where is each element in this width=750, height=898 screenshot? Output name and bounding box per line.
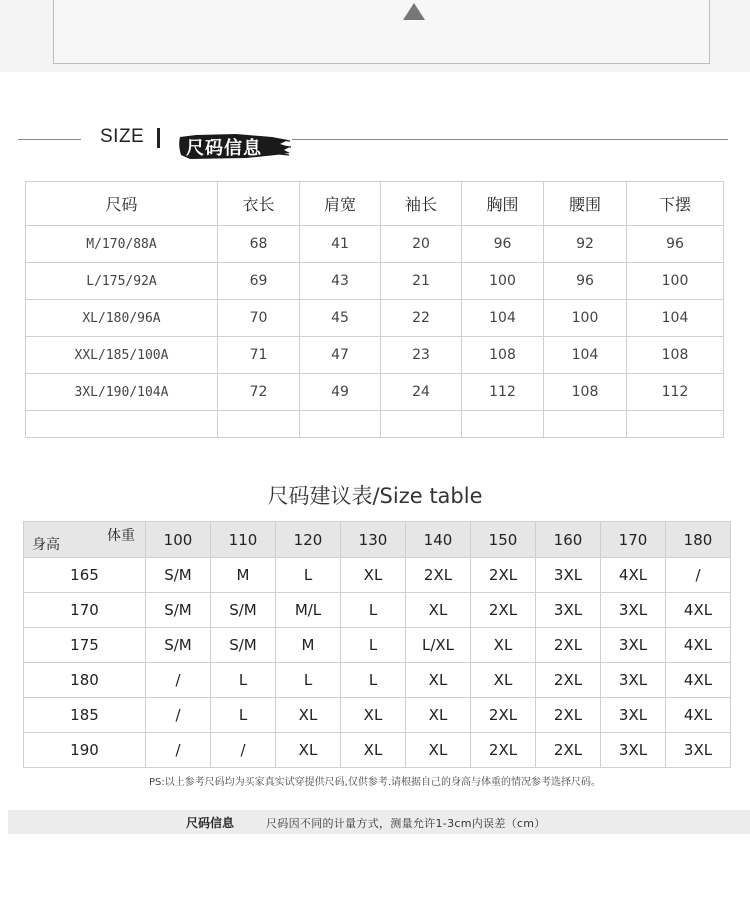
height-cell: 185 [24, 698, 146, 733]
weight-header: 140 [406, 522, 471, 558]
weight-header: 110 [211, 522, 276, 558]
badge-text: 尺码信息 [186, 138, 262, 159]
size-cell: 3XL [601, 698, 666, 733]
triangle-icon [403, 3, 425, 20]
size-recommendation-table [23, 521, 731, 768]
measurement-cell: 68 [218, 226, 300, 263]
info-title: 尺码信息 [186, 816, 235, 830]
size-cell: XL [341, 733, 406, 768]
top-frame [53, 0, 710, 64]
size-cell: S/M [211, 628, 276, 663]
size-cell: 2XL [471, 733, 536, 768]
size-code-cell: 3XL/190/104A [26, 374, 218, 411]
heading-rule-right [292, 139, 728, 140]
table-row [26, 263, 724, 300]
size-cell: XL [406, 698, 471, 733]
size-code-cell: XXL/185/100A [26, 337, 218, 374]
measurement-cell: 104 [462, 300, 544, 337]
measurement-cell: 112 [462, 374, 544, 411]
size-cell: 3XL [666, 733, 731, 768]
measurement-cell: 41 [300, 226, 381, 263]
height-axis-label: 身高 [32, 537, 60, 553]
weight-header: 150 [471, 522, 536, 558]
size-cell: XL [276, 733, 341, 768]
size-cell: / [666, 558, 731, 593]
size-cell: L [276, 663, 341, 698]
measurement-cell: 47 [300, 337, 381, 374]
measurement-cell: 23 [381, 337, 462, 374]
size-cell: / [146, 733, 211, 768]
size-cell: S/M [146, 628, 211, 663]
size-cell: XL [341, 558, 406, 593]
height-cell: 180 [24, 663, 146, 698]
table-row [24, 558, 731, 593]
measurement-cell: 21 [381, 263, 462, 300]
measurement-cell: 108 [462, 337, 544, 374]
size-code-cell: M/170/88A [26, 226, 218, 263]
size-cell: S/M [146, 593, 211, 628]
size-cell: 2XL [536, 628, 601, 663]
size-cell: L [276, 558, 341, 593]
size-cell: 3XL [601, 593, 666, 628]
weight-header: 120 [276, 522, 341, 558]
measurement-cell [462, 411, 544, 438]
measurement-cell: 43 [300, 263, 381, 300]
size-cell: 2XL [536, 663, 601, 698]
weight-header: 130 [341, 522, 406, 558]
heading-divider [157, 128, 160, 148]
table-header-row [24, 522, 731, 558]
table-row [26, 300, 724, 337]
measurement-cell: 92 [544, 226, 627, 263]
ps-note: PS:以上参考尺码均为买家真实试穿提供尺码,仅供参考.请根据自己的身高与体重的情况参考选择尺码。 [148, 777, 602, 788]
size-cell: 2XL [471, 593, 536, 628]
measurement-cell [544, 411, 627, 438]
table-row [24, 593, 731, 628]
size-cell: M/L [276, 593, 341, 628]
size-cell: 2XL [536, 733, 601, 768]
column-header: 下摆 [627, 182, 724, 226]
size-cell: 3XL [601, 628, 666, 663]
measurement-cell: 69 [218, 263, 300, 300]
size-cell: XL [406, 593, 471, 628]
size-cell: 3XL [601, 733, 666, 768]
size-cell: L [341, 628, 406, 663]
measurement-cell: 72 [218, 374, 300, 411]
measurement-cell: 49 [300, 374, 381, 411]
size-cell: L [341, 663, 406, 698]
measurement-cell: 22 [381, 300, 462, 337]
column-header: 腰围 [544, 182, 627, 226]
measurement-cell: 100 [462, 263, 544, 300]
measurement-cell: 100 [627, 263, 724, 300]
size-code-cell [26, 411, 218, 438]
height-cell: 165 [24, 558, 146, 593]
measurement-cell: 70 [218, 300, 300, 337]
measurement-cell [381, 411, 462, 438]
table-row [24, 698, 731, 733]
size-cell: 4XL [666, 698, 731, 733]
measurement-cell: 108 [627, 337, 724, 374]
measurement-cell: 20 [381, 226, 462, 263]
measurement-cell [218, 411, 300, 438]
measurement-table [25, 181, 724, 438]
table-row [24, 628, 731, 663]
size-cell: L [211, 698, 276, 733]
size-cell: XL [341, 698, 406, 733]
size-code-cell: XL/180/96A [26, 300, 218, 337]
height-cell: 170 [24, 593, 146, 628]
size-cell: S/M [146, 558, 211, 593]
size-cell: 3XL [601, 663, 666, 698]
size-cell: 2XL [536, 698, 601, 733]
weight-header: 160 [536, 522, 601, 558]
column-header: 袖长 [381, 182, 462, 226]
size-table-title: 尺码建议表/Size table [267, 484, 483, 508]
size-cell: L/XL [406, 628, 471, 663]
measurement-cell: 96 [462, 226, 544, 263]
measurement-cell: 45 [300, 300, 381, 337]
size-cell: 2XL [471, 698, 536, 733]
measurement-cell: 71 [218, 337, 300, 374]
table-row [26, 337, 724, 374]
size-cell: L [211, 663, 276, 698]
measurement-cell: 96 [544, 263, 627, 300]
size-cell: XL [471, 628, 536, 663]
size-cell: 4XL [666, 628, 731, 663]
measurement-cell: 108 [544, 374, 627, 411]
size-cell: M [211, 558, 276, 593]
size-cell: L [341, 593, 406, 628]
size-cell: XL [276, 698, 341, 733]
height-cell: 175 [24, 628, 146, 663]
size-cell: / [146, 663, 211, 698]
table-row [24, 733, 731, 768]
table-row [26, 411, 724, 438]
size-cell: 4XL [666, 593, 731, 628]
size-cell: / [211, 733, 276, 768]
info-text: 尺码因不同的计量方式，测量允许1-3cm内误差（cm） [266, 817, 546, 830]
weight-header: 100 [146, 522, 211, 558]
size-cell: / [146, 698, 211, 733]
size-cell: XL [406, 733, 471, 768]
size-code-cell: L/175/92A [26, 263, 218, 300]
measurement-cell: 104 [544, 337, 627, 374]
table-row [26, 226, 724, 263]
size-cell: 4XL [666, 663, 731, 698]
measurement-cell: 104 [627, 300, 724, 337]
size-cell: 4XL [601, 558, 666, 593]
size-cell: XL [406, 663, 471, 698]
weight-axis-label: 体重 [107, 528, 135, 544]
size-heading: SIZE [100, 126, 145, 147]
size-cell: 2XL [406, 558, 471, 593]
measurement-cell: 100 [544, 300, 627, 337]
heading-rule-left [18, 139, 81, 140]
column-header: 衣长 [218, 182, 300, 226]
height-cell: 190 [24, 733, 146, 768]
size-cell: S/M [211, 593, 276, 628]
column-header: 尺码 [26, 182, 218, 226]
table-row [24, 663, 731, 698]
column-header: 肩宽 [300, 182, 381, 226]
weight-header: 170 [601, 522, 666, 558]
size-cell: XL [471, 663, 536, 698]
size-cell: 3XL [536, 558, 601, 593]
size-cell: 2XL [471, 558, 536, 593]
table-header-row [26, 182, 724, 226]
measurement-cell [627, 411, 724, 438]
measurement-cell: 24 [381, 374, 462, 411]
size-cell: 3XL [536, 593, 601, 628]
table-row [26, 374, 724, 411]
measurement-cell: 112 [627, 374, 724, 411]
weight-header: 180 [666, 522, 731, 558]
size-cell: M [276, 628, 341, 663]
column-header: 胸围 [462, 182, 544, 226]
corner-cell [24, 522, 146, 558]
measurement-cell [300, 411, 381, 438]
measurement-cell: 96 [627, 226, 724, 263]
